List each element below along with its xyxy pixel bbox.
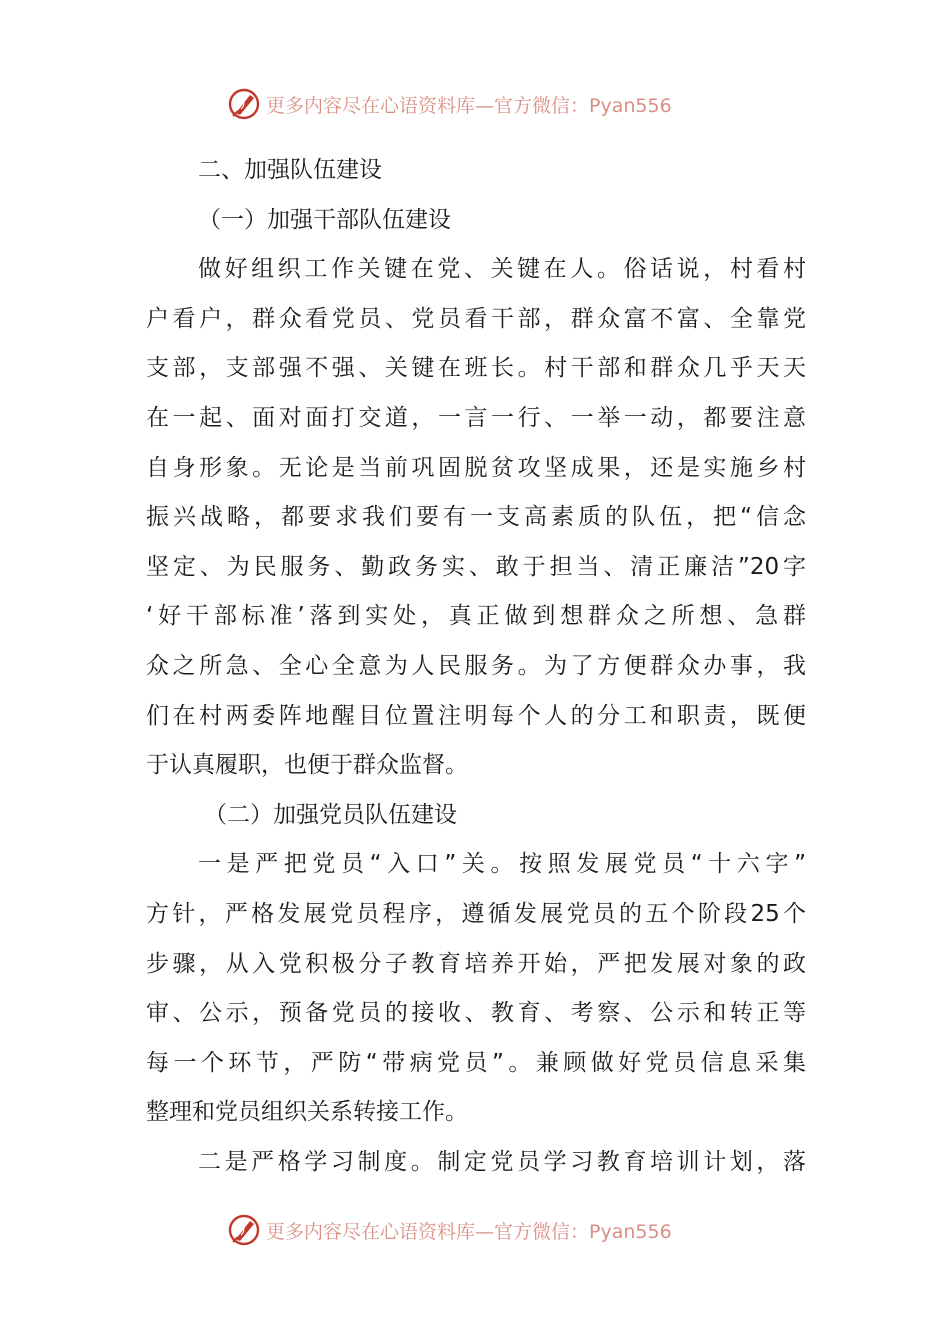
text-line: 一是严把党员“入口”关。按照发展党员“十六字” xyxy=(198,851,806,878)
quill-logo-icon xyxy=(228,87,262,121)
watermark-text: 更多内容尽在心语资料库—官方微信：Pyan556 xyxy=(266,94,672,117)
text-line: 于认真履职，也便于群众监督。 xyxy=(146,752,468,779)
text-line: 二、加强队伍建设 xyxy=(198,157,382,183)
text-line: ‘好干部标准’落到实处，真正做到想群众之所想、急群 xyxy=(146,603,806,630)
text-line: 每一个环节，严防“带病党员”。兼顾做好党员信息采集 xyxy=(146,1049,806,1076)
text-line: 方针，严格发展党员程序，遵循发展党员的五个阶段25个 xyxy=(146,900,806,927)
header-watermark xyxy=(228,84,672,124)
text-line: 在一起、面对面打交道，一言一行、一举一动，都要注意 xyxy=(146,404,806,431)
text-line: 整理和党员组织关系转接工作。 xyxy=(146,1099,468,1126)
watermark-text: 更多内容尽在心语资料库—官方微信：Pyan556 xyxy=(266,1220,672,1243)
text-line: 审、公示，预备党员的接收、教育、考察、公示和转正等 xyxy=(146,1000,806,1027)
document-body xyxy=(146,146,806,1187)
quill-logo-icon xyxy=(228,1213,262,1247)
text-line: 户看户，群众看党员、党员看干部，群众富不富、全靠党 xyxy=(146,305,806,332)
text-line: 振兴战略，都要求我们要有一支高素质的队伍，把“信念 xyxy=(146,504,806,531)
text-line: （二）加强党员队伍建设 xyxy=(204,801,457,828)
text-line: 自身形象。无论是当前巩固脱贫攻坚成果，还是实施乡村 xyxy=(146,454,806,481)
text-line: 步骤，从入党积极分子教育培养开始，严把发展对象的政 xyxy=(146,950,806,977)
text-line: 支部，支部强不强、关键在班长。村干部和群众几乎天天 xyxy=(146,355,806,382)
text-line: （一）加强干部队伍建设 xyxy=(198,206,451,233)
text-line: 二是严格学习制度。制定党员学习教育培训计划，落 xyxy=(198,1148,806,1175)
text-line: 坚定、为民服务、勤政务实、敢于担当、清正廉洁”20字 xyxy=(146,553,806,580)
text-line: 众之所急、全心全意为人民服务。为了方便群众办事，我 xyxy=(146,652,806,679)
text-line: 们在村两委阵地醒目位置注明每个人的分工和职责，既便 xyxy=(146,702,806,729)
footer-watermark xyxy=(228,1210,672,1250)
text-line: 做好组织工作关键在党、关键在人。俗话说，村看村 xyxy=(198,256,806,283)
